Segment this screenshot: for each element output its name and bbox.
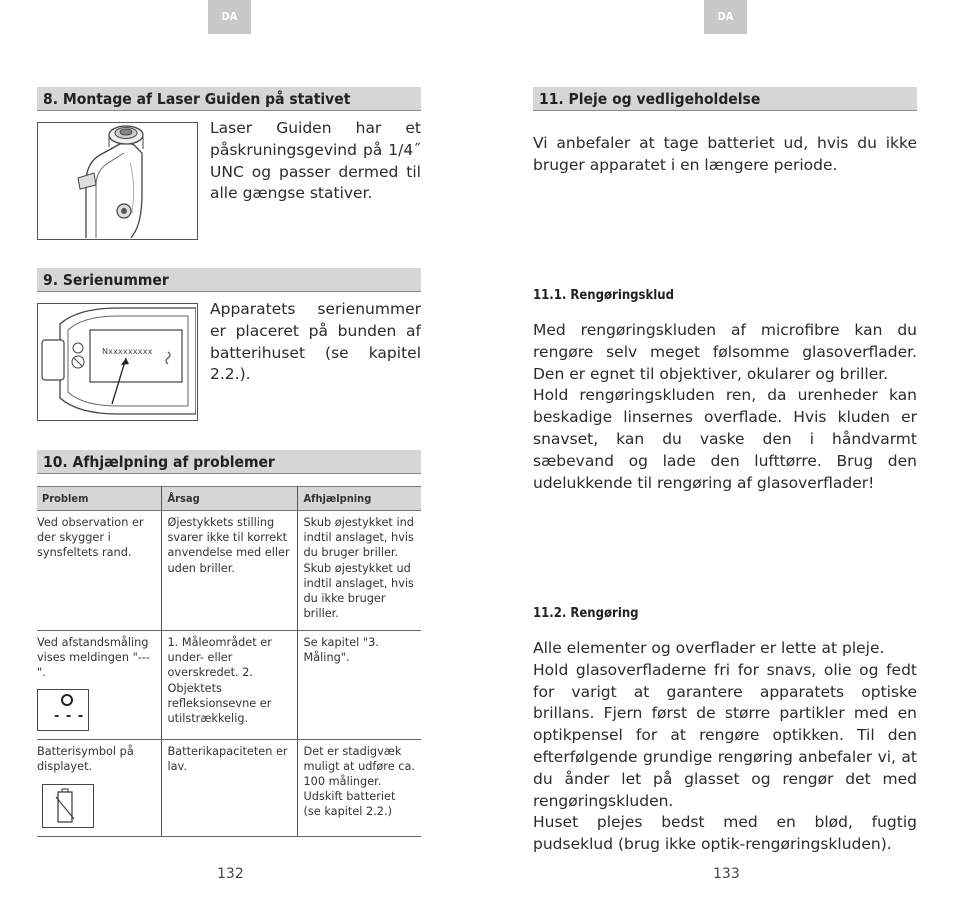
dash-display-text: - - - xyxy=(54,708,85,724)
header-problem: Problem xyxy=(37,487,161,511)
problem-text: Batterisymbol på displayet. xyxy=(37,744,134,773)
page-number-right: 133 xyxy=(713,866,740,882)
battery-display-illustration xyxy=(42,784,94,828)
remedy-cell: Det er stadigvæk muligt at udføre ca. 100 målinger. Udskift batteriet (se kapitel 2.2.) xyxy=(297,739,421,836)
problem-cell: Ved observation er der skygger i synsfeltets rand. xyxy=(37,511,161,631)
serial-number-illustration xyxy=(37,303,198,421)
cause-cell: 1. Måleområdet er under- eller overskredet. 2. Objektets refleksionsevne er utilstrækkelig. xyxy=(161,631,297,740)
display-dash-illustration xyxy=(37,689,89,731)
table-row xyxy=(37,511,421,631)
table-row xyxy=(37,631,421,740)
header-remedy: Afhjælpning xyxy=(297,487,421,511)
header-cause: Årsag xyxy=(161,487,297,511)
section-8-text: Laser Guiden har et påskruningsgevind på 1/4˝ UNC og passer dermed til alle gængse stativer. xyxy=(210,119,421,203)
section-8-heading: 8. Montage af Laser Guiden på stativet xyxy=(37,87,421,111)
problem-cell xyxy=(37,739,161,836)
section-11-2-heading: 11.2. Rengøring xyxy=(533,606,639,621)
section-9-text: Apparatets serienummer er placeret på bunden af batterihuset (se kapitel 2.2.). xyxy=(210,300,421,384)
paragraph: Huset plejes bedst med en blød, fugtig pudseklud (brug ikke optik-rengøringskluden). xyxy=(533,813,917,854)
language-tab-left: DA xyxy=(208,0,251,34)
cause-cell: Øjestykkets stilling svarer ikke til korrekt anvendelse med eller uden briller. xyxy=(161,511,297,631)
section-10-heading: 10. Afhjælpning af problemer xyxy=(37,450,421,474)
table-header-row xyxy=(37,487,421,511)
section-9-heading: 9. Serienummer xyxy=(37,268,421,292)
remedy-cell: Skub øjestykket ind indtil anslaget, hvis du bruger briller. Skub øjestykket ud indtil anslaget, hvis du ikke bruger briller. xyxy=(297,511,421,631)
section-11-text: Vi anbefaler at tage batteriet ud, hvis du ikke bruger apparatet i en længere periode. xyxy=(533,134,917,174)
section-11-heading: 11. Pleje og vedligeholdelse xyxy=(533,87,917,111)
section-11-1-heading: 11.1. Rengøringsklud xyxy=(533,288,674,303)
language-tab-right: DA xyxy=(704,0,747,34)
cause-cell: Batterikapaciteten er lav. xyxy=(161,739,297,836)
section-11-2-body xyxy=(533,638,917,856)
paragraph: Med rengøringskluden af microfibre kan du rengøre selv meget følsomme glasoverflader. Den er egnet til objektiver, okularer og briller. xyxy=(533,321,917,383)
empty-battery-icon xyxy=(43,785,93,827)
page-number-left: 132 xyxy=(217,866,244,882)
problem-text: Ved afstandsmåling vises meldingen "---". xyxy=(37,636,150,680)
rangefinder-bottom-icon xyxy=(38,123,196,238)
remedy-cell: Se kapitel "3. Måling". xyxy=(297,631,421,740)
troubleshooting-table xyxy=(37,486,421,837)
serial-number-label: Nxxxxxxxxx xyxy=(102,347,153,356)
problem-cell xyxy=(37,631,161,740)
battery-compartment-icon xyxy=(38,304,196,419)
paragraph: Hold glasoverfladerne fri for snavs, olie og fedt for varigt at garantere apparatets optiske brillans. Fjern først de større partikler med en optikpensel for at rengøre optikken. Til den efterfølgende grundige rengøring anbefaler vi, at du ånder let på glasset og rengør det med rengøringskluden. xyxy=(533,660,917,810)
paragraph: Hold rengøringskluden ren, da urenheder kan beskadige linsernes overflade. Hvis kluden er snavset, kan du vaske den i håndvarmt sæbevand og lade den lufttørre. Brug den udelukkende til rengøring af glasoverflader! xyxy=(533,386,917,492)
paragraph: Alle elementer og overflader er lette at pleje. xyxy=(533,639,885,657)
section-11-1-body xyxy=(533,320,917,494)
table-row xyxy=(37,739,421,836)
tripod-mount-illustration xyxy=(37,122,198,240)
